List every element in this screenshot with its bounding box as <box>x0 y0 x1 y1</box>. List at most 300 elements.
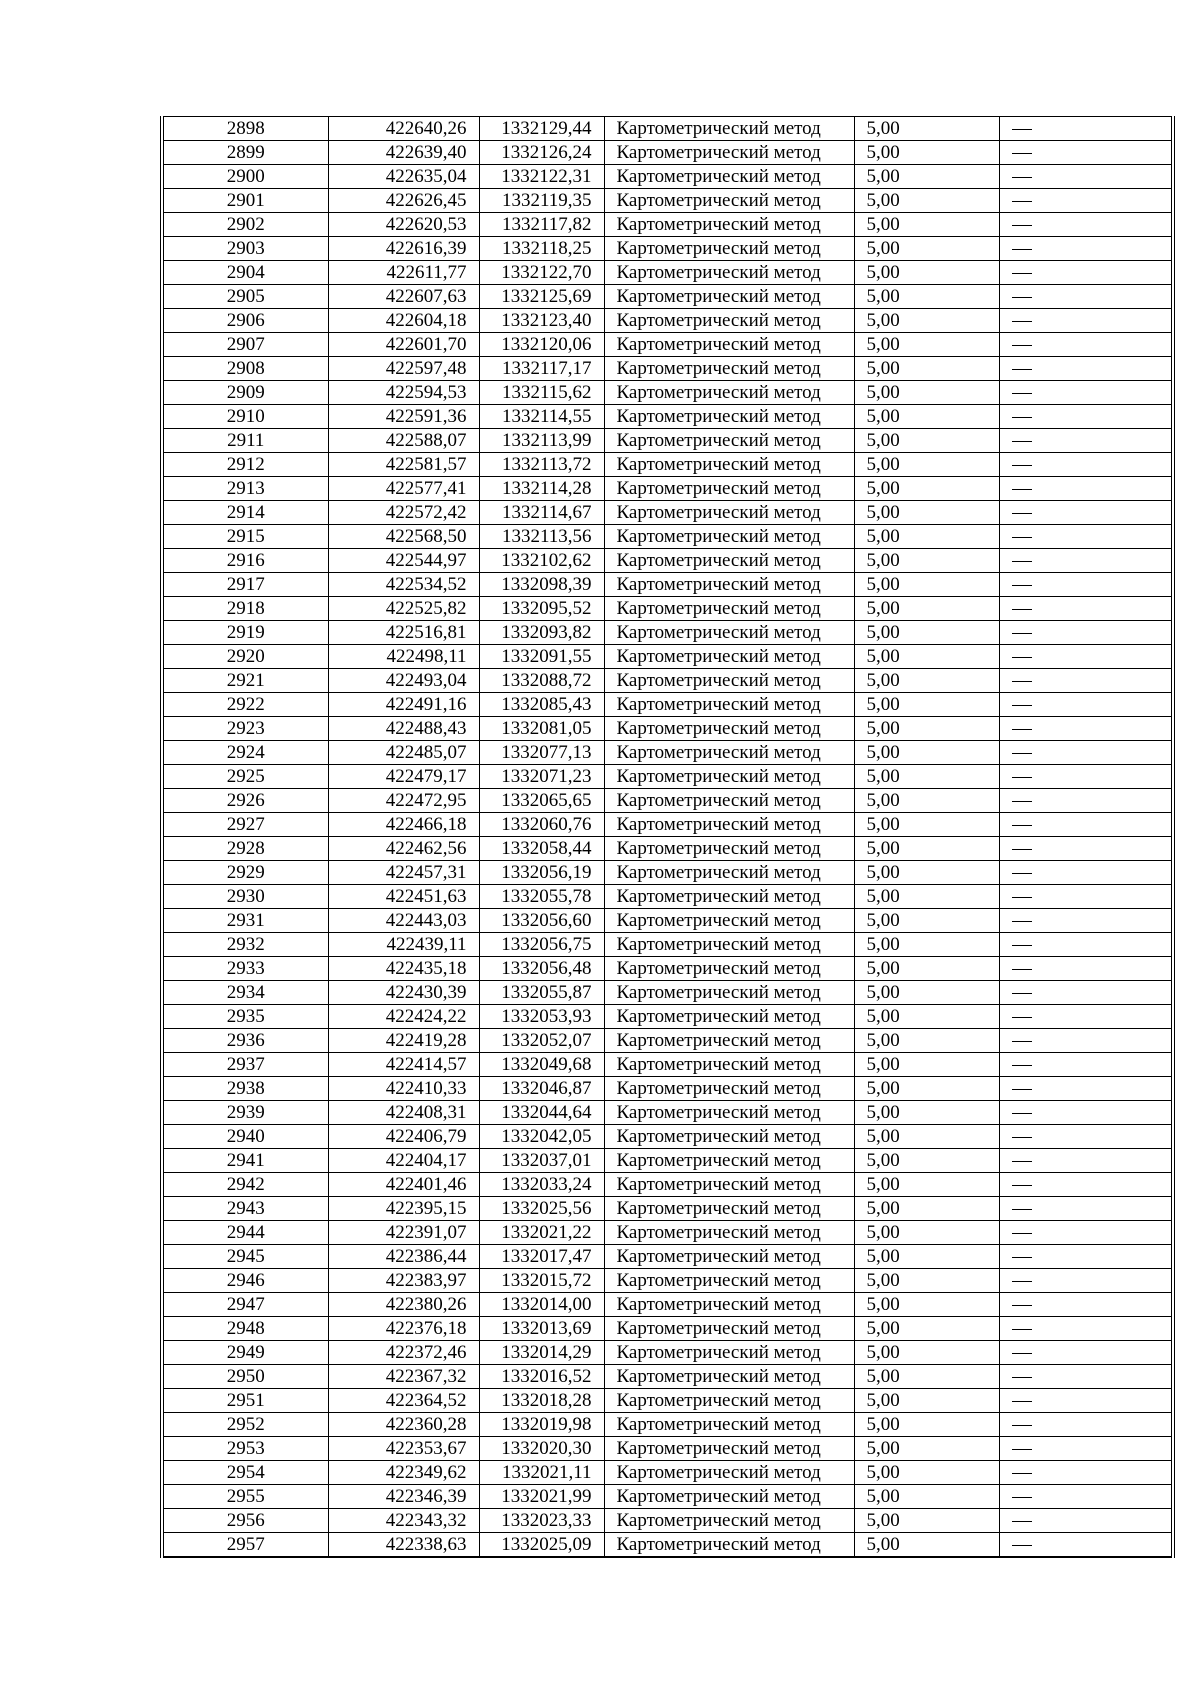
point-number-cell: 2925 <box>162 765 328 789</box>
table-row <box>162 1533 1173 1558</box>
description-cell <box>999 141 1173 165</box>
description-cell <box>999 885 1173 909</box>
description-cell <box>999 501 1173 525</box>
description-cell <box>999 429 1173 453</box>
accuracy-cell: 5,00 <box>854 1125 999 1149</box>
accuracy-cell: 5,00 <box>854 165 999 189</box>
method-cell: Картометрический метод <box>604 1125 854 1149</box>
x-coordinate-cell: 422383,97 <box>328 1269 479 1293</box>
x-coordinate-cell: 422472,95 <box>328 789 479 813</box>
table-row <box>162 597 1173 621</box>
x-coordinate-cell: 422577,41 <box>328 477 479 501</box>
x-coordinate-cell: 422404,17 <box>328 1149 479 1173</box>
x-coordinate-cell: 422443,03 <box>328 909 479 933</box>
method-cell: Картометрический метод <box>604 213 854 237</box>
point-number-cell: 2929 <box>162 861 328 885</box>
x-coordinate-cell: 422410,33 <box>328 1077 479 1101</box>
description-cell <box>999 1029 1173 1053</box>
method-cell: Картометрический метод <box>604 261 854 285</box>
y-coordinate-cell: 1332016,52 <box>479 1365 604 1389</box>
y-coordinate-cell: 1332091,55 <box>479 645 604 669</box>
accuracy-cell: 5,00 <box>854 1245 999 1269</box>
point-number-cell: 2957 <box>162 1533 328 1558</box>
dash-mark <box>1012 1185 1032 1186</box>
table-row <box>162 693 1173 717</box>
point-number-cell: 2902 <box>162 213 328 237</box>
y-coordinate-cell: 1332017,47 <box>479 1245 604 1269</box>
point-number-cell: 2917 <box>162 573 328 597</box>
y-coordinate-cell: 1332025,56 <box>479 1197 604 1221</box>
method-cell: Картометрический метод <box>604 981 854 1005</box>
y-coordinate-cell: 1332115,62 <box>479 381 604 405</box>
dash-mark <box>1012 897 1032 898</box>
description-cell <box>999 765 1173 789</box>
table-row <box>162 909 1173 933</box>
accuracy-cell: 5,00 <box>854 357 999 381</box>
y-coordinate-cell: 1332077,13 <box>479 741 604 765</box>
point-number-cell: 2928 <box>162 837 328 861</box>
method-cell: Картометрический метод <box>604 837 854 861</box>
table-row <box>162 333 1173 357</box>
point-number-cell: 2911 <box>162 429 328 453</box>
x-coordinate-cell: 422544,97 <box>328 549 479 573</box>
x-coordinate-cell: 422338,63 <box>328 1533 479 1558</box>
accuracy-cell: 5,00 <box>854 957 999 981</box>
x-coordinate-cell: 422372,46 <box>328 1341 479 1365</box>
accuracy-cell: 5,00 <box>854 1077 999 1101</box>
point-number-cell: 2939 <box>162 1101 328 1125</box>
y-coordinate-cell: 1332056,19 <box>479 861 604 885</box>
y-coordinate-cell: 1332020,30 <box>479 1437 604 1461</box>
description-cell <box>999 333 1173 357</box>
accuracy-cell: 5,00 <box>854 117 999 141</box>
point-number-cell: 2920 <box>162 645 328 669</box>
accuracy-cell: 5,00 <box>854 1269 999 1293</box>
accuracy-cell: 5,00 <box>854 141 999 165</box>
accuracy-cell: 5,00 <box>854 1437 999 1461</box>
description-cell <box>999 933 1173 957</box>
point-number-cell: 2933 <box>162 957 328 981</box>
dash-mark <box>1012 1497 1032 1498</box>
point-number-cell: 2945 <box>162 1245 328 1269</box>
y-coordinate-cell: 1332037,01 <box>479 1149 604 1173</box>
y-coordinate-cell: 1332093,82 <box>479 621 604 645</box>
method-cell: Картометрический метод <box>604 525 854 549</box>
accuracy-cell: 5,00 <box>854 1509 999 1533</box>
y-coordinate-cell: 1332088,72 <box>479 669 604 693</box>
table-row <box>162 1293 1173 1317</box>
point-number-cell: 2931 <box>162 909 328 933</box>
description-cell <box>999 837 1173 861</box>
point-number-cell: 2936 <box>162 1029 328 1053</box>
description-cell <box>999 357 1173 381</box>
method-cell: Картометрический метод <box>604 1173 854 1197</box>
table-row <box>162 1365 1173 1389</box>
y-coordinate-cell: 1332056,60 <box>479 909 604 933</box>
accuracy-cell: 5,00 <box>854 549 999 573</box>
table-row <box>162 261 1173 285</box>
x-coordinate-cell: 422591,36 <box>328 405 479 429</box>
y-coordinate-cell: 1332053,93 <box>479 1005 604 1029</box>
table-row <box>162 477 1173 501</box>
accuracy-cell: 5,00 <box>854 1389 999 1413</box>
method-cell: Картометрический метод <box>604 1029 854 1053</box>
description-cell <box>999 1173 1173 1197</box>
y-coordinate-cell: 1332013,69 <box>479 1317 604 1341</box>
method-cell: Картометрический метод <box>604 1317 854 1341</box>
y-coordinate-cell: 1332055,87 <box>479 981 604 1005</box>
dash-mark <box>1012 849 1032 850</box>
method-cell: Картометрический метод <box>604 1533 854 1558</box>
accuracy-cell: 5,00 <box>854 333 999 357</box>
dash-mark <box>1012 489 1032 490</box>
point-number-cell: 2950 <box>162 1365 328 1389</box>
method-cell: Картометрический метод <box>604 1197 854 1221</box>
description-cell <box>999 1077 1173 1101</box>
method-cell: Картометрический метод <box>604 597 854 621</box>
table-row <box>162 405 1173 429</box>
accuracy-cell: 5,00 <box>854 1293 999 1317</box>
point-number-cell: 2941 <box>162 1149 328 1173</box>
point-number-cell: 2924 <box>162 741 328 765</box>
table-row <box>162 1269 1173 1293</box>
dash-mark <box>1012 393 1032 394</box>
description-cell <box>999 813 1173 837</box>
y-coordinate-cell: 1332021,11 <box>479 1461 604 1485</box>
x-coordinate-cell: 422616,39 <box>328 237 479 261</box>
method-cell: Картометрический метод <box>604 1101 854 1125</box>
point-number-cell: 2922 <box>162 693 328 717</box>
dash-mark <box>1012 1257 1032 1258</box>
table-row <box>162 141 1173 165</box>
method-cell: Картометрический метод <box>604 1077 854 1101</box>
description-cell <box>999 1245 1173 1269</box>
description-cell <box>999 525 1173 549</box>
y-coordinate-cell: 1332014,00 <box>479 1293 604 1317</box>
dash-mark <box>1012 1353 1032 1354</box>
method-cell: Картометрический метод <box>604 789 854 813</box>
method-cell: Картометрический метод <box>604 621 854 645</box>
point-number-cell: 2918 <box>162 597 328 621</box>
accuracy-cell: 5,00 <box>854 789 999 813</box>
y-coordinate-cell: 1332122,31 <box>479 165 604 189</box>
method-cell: Картометрический метод <box>604 1149 854 1173</box>
coordinates-table-body <box>162 117 1173 1558</box>
table-row <box>162 933 1173 957</box>
dash-mark <box>1012 633 1032 634</box>
method-cell: Картометрический метод <box>604 285 854 309</box>
dash-mark <box>1012 681 1032 682</box>
y-coordinate-cell: 1332095,52 <box>479 597 604 621</box>
y-coordinate-cell: 1332025,09 <box>479 1533 604 1558</box>
y-coordinate-cell: 1332015,72 <box>479 1269 604 1293</box>
method-cell: Картометрический метод <box>604 1269 854 1293</box>
accuracy-cell: 5,00 <box>854 621 999 645</box>
method-cell: Картометрический метод <box>604 501 854 525</box>
x-coordinate-cell: 422376,18 <box>328 1317 479 1341</box>
x-coordinate-cell: 422360,28 <box>328 1413 479 1437</box>
accuracy-cell: 5,00 <box>854 669 999 693</box>
point-number-cell: 2935 <box>162 1005 328 1029</box>
table-row <box>162 1509 1173 1533</box>
y-coordinate-cell: 1332129,44 <box>479 117 604 141</box>
point-number-cell: 2898 <box>162 117 328 141</box>
y-coordinate-cell: 1332060,76 <box>479 813 604 837</box>
description-cell <box>999 1485 1173 1509</box>
table-row <box>162 1437 1173 1461</box>
x-coordinate-cell: 422364,52 <box>328 1389 479 1413</box>
method-cell: Картометрический метод <box>604 1437 854 1461</box>
table-row <box>162 381 1173 405</box>
point-number-cell: 2934 <box>162 981 328 1005</box>
point-number-cell: 2916 <box>162 549 328 573</box>
table-row <box>162 837 1173 861</box>
accuracy-cell: 5,00 <box>854 861 999 885</box>
method-cell: Картометрический метод <box>604 477 854 501</box>
point-number-cell: 2919 <box>162 621 328 645</box>
dash-mark <box>1012 1377 1032 1378</box>
description-cell <box>999 405 1173 429</box>
method-cell: Картометрический метод <box>604 573 854 597</box>
dash-mark <box>1012 321 1032 322</box>
method-cell: Картометрический метод <box>604 1485 854 1509</box>
y-coordinate-cell: 1332085,43 <box>479 693 604 717</box>
dash-mark <box>1012 273 1032 274</box>
y-coordinate-cell: 1332113,56 <box>479 525 604 549</box>
accuracy-cell: 5,00 <box>854 1029 999 1053</box>
dash-mark <box>1012 825 1032 826</box>
description-cell <box>999 1125 1173 1149</box>
description-cell <box>999 1221 1173 1245</box>
description-cell <box>999 165 1173 189</box>
accuracy-cell: 5,00 <box>854 597 999 621</box>
description-cell <box>999 1293 1173 1317</box>
accuracy-cell: 5,00 <box>854 813 999 837</box>
method-cell: Картометрический метод <box>604 165 854 189</box>
dash-mark <box>1012 1041 1032 1042</box>
method-cell: Картометрический метод <box>604 1221 854 1245</box>
x-coordinate-cell: 422639,40 <box>328 141 479 165</box>
table-row <box>162 645 1173 669</box>
method-cell: Картометрический метод <box>604 813 854 837</box>
accuracy-cell: 5,00 <box>854 501 999 525</box>
x-coordinate-cell: 422485,07 <box>328 741 479 765</box>
point-number-cell: 2955 <box>162 1485 328 1509</box>
table-row <box>162 1413 1173 1437</box>
accuracy-cell: 5,00 <box>854 1341 999 1365</box>
table-row <box>162 1197 1173 1221</box>
description-cell <box>999 1053 1173 1077</box>
y-coordinate-cell: 1332081,05 <box>479 717 604 741</box>
x-coordinate-cell: 422516,81 <box>328 621 479 645</box>
description-cell <box>999 1005 1173 1029</box>
y-coordinate-cell: 1332125,69 <box>479 285 604 309</box>
method-cell: Картометрический метод <box>604 309 854 333</box>
x-coordinate-cell: 422435,18 <box>328 957 479 981</box>
accuracy-cell: 5,00 <box>854 1365 999 1389</box>
method-cell: Картометрический метод <box>604 117 854 141</box>
y-coordinate-cell: 1332126,24 <box>479 141 604 165</box>
point-number-cell: 2949 <box>162 1341 328 1365</box>
method-cell: Картометрический метод <box>604 357 854 381</box>
y-coordinate-cell: 1332071,23 <box>479 765 604 789</box>
description-cell <box>999 717 1173 741</box>
accuracy-cell: 5,00 <box>854 1173 999 1197</box>
x-coordinate-cell: 422439,11 <box>328 933 479 957</box>
x-coordinate-cell: 422346,39 <box>328 1485 479 1509</box>
x-coordinate-cell: 422466,18 <box>328 813 479 837</box>
table-row <box>162 1029 1173 1053</box>
dash-mark <box>1012 537 1032 538</box>
point-number-cell: 2943 <box>162 1197 328 1221</box>
point-number-cell: 2932 <box>162 933 328 957</box>
y-coordinate-cell: 1332021,22 <box>479 1221 604 1245</box>
description-cell <box>999 573 1173 597</box>
table-row <box>162 165 1173 189</box>
accuracy-cell: 5,00 <box>854 1149 999 1173</box>
point-number-cell: 2937 <box>162 1053 328 1077</box>
y-coordinate-cell: 1332023,33 <box>479 1509 604 1533</box>
table-row <box>162 309 1173 333</box>
point-number-cell: 2952 <box>162 1413 328 1437</box>
accuracy-cell: 5,00 <box>854 933 999 957</box>
accuracy-cell: 5,00 <box>854 477 999 501</box>
point-number-cell: 2921 <box>162 669 328 693</box>
x-coordinate-cell: 422626,45 <box>328 189 479 213</box>
method-cell: Картометрический метод <box>604 405 854 429</box>
x-coordinate-cell: 422424,22 <box>328 1005 479 1029</box>
dash-mark <box>1012 1113 1032 1114</box>
y-coordinate-cell: 1332019,98 <box>479 1413 604 1437</box>
dash-mark <box>1012 585 1032 586</box>
dash-mark <box>1012 1017 1032 1018</box>
x-coordinate-cell: 422380,26 <box>328 1293 479 1317</box>
description-cell <box>999 957 1173 981</box>
x-coordinate-cell: 422401,46 <box>328 1173 479 1197</box>
dash-mark <box>1012 921 1032 922</box>
table-row <box>162 1389 1173 1413</box>
accuracy-cell: 5,00 <box>854 1485 999 1509</box>
point-number-cell: 2901 <box>162 189 328 213</box>
dash-mark <box>1012 177 1032 178</box>
x-coordinate-cell: 422491,16 <box>328 693 479 717</box>
x-coordinate-cell: 422488,43 <box>328 717 479 741</box>
method-cell: Картометрический метод <box>604 717 854 741</box>
accuracy-cell: 5,00 <box>854 213 999 237</box>
y-coordinate-cell: 1332102,62 <box>479 549 604 573</box>
dash-mark <box>1012 1521 1032 1522</box>
dash-mark <box>1012 225 1032 226</box>
point-number-cell: 2913 <box>162 477 328 501</box>
x-coordinate-cell: 422525,82 <box>328 597 479 621</box>
x-coordinate-cell: 422581,57 <box>328 453 479 477</box>
accuracy-cell: 5,00 <box>854 1005 999 1029</box>
dash-mark <box>1012 1425 1032 1426</box>
method-cell: Картометрический метод <box>604 693 854 717</box>
table-row <box>162 861 1173 885</box>
description-cell <box>999 909 1173 933</box>
table-row <box>162 1101 1173 1125</box>
point-number-cell: 2942 <box>162 1173 328 1197</box>
table-row <box>162 957 1173 981</box>
x-coordinate-cell: 422349,62 <box>328 1461 479 1485</box>
y-coordinate-cell: 1332021,99 <box>479 1485 604 1509</box>
accuracy-cell: 5,00 <box>854 765 999 789</box>
accuracy-cell: 5,00 <box>854 189 999 213</box>
method-cell: Картометрический метод <box>604 381 854 405</box>
method-cell: Картометрический метод <box>604 933 854 957</box>
x-coordinate-cell: 422367,32 <box>328 1365 479 1389</box>
method-cell: Картометрический метод <box>604 333 854 357</box>
x-coordinate-cell: 422462,56 <box>328 837 479 861</box>
point-number-cell: 2905 <box>162 285 328 309</box>
x-coordinate-cell: 422498,11 <box>328 645 479 669</box>
x-coordinate-cell: 422406,79 <box>328 1125 479 1149</box>
table-row <box>162 357 1173 381</box>
table-row <box>162 237 1173 261</box>
x-coordinate-cell: 422451,63 <box>328 885 479 909</box>
method-cell: Картометрический метод <box>604 453 854 477</box>
dash-mark <box>1012 1161 1032 1162</box>
description-cell <box>999 645 1173 669</box>
point-number-cell: 2953 <box>162 1437 328 1461</box>
point-number-cell: 2940 <box>162 1125 328 1149</box>
y-coordinate-cell: 1332117,17 <box>479 357 604 381</box>
description-cell <box>999 861 1173 885</box>
y-coordinate-cell: 1332113,72 <box>479 453 604 477</box>
description-cell <box>999 1389 1173 1413</box>
dash-mark <box>1012 201 1032 202</box>
method-cell: Картометрический метод <box>604 1389 854 1413</box>
dash-mark <box>1012 945 1032 946</box>
dash-mark <box>1012 1089 1032 1090</box>
table-row <box>162 981 1173 1005</box>
description-cell <box>999 117 1173 141</box>
x-coordinate-cell: 422408,31 <box>328 1101 479 1125</box>
point-number-cell: 2908 <box>162 357 328 381</box>
table-row <box>162 429 1173 453</box>
y-coordinate-cell: 1332065,65 <box>479 789 604 813</box>
method-cell: Картометрический метод <box>604 141 854 165</box>
dash-mark <box>1012 1305 1032 1306</box>
method-cell: Картометрический метод <box>604 909 854 933</box>
table-row <box>162 717 1173 741</box>
dash-mark <box>1012 153 1032 154</box>
method-cell: Картометрический метод <box>604 1053 854 1077</box>
dash-mark <box>1012 1473 1032 1474</box>
method-cell: Картометрический метод <box>604 237 854 261</box>
accuracy-cell: 5,00 <box>854 693 999 717</box>
description-cell <box>999 237 1173 261</box>
point-number-cell: 2909 <box>162 381 328 405</box>
accuracy-cell: 5,00 <box>854 1221 999 1245</box>
y-coordinate-cell: 1332018,28 <box>479 1389 604 1413</box>
table-row <box>162 621 1173 645</box>
x-coordinate-cell: 422479,17 <box>328 765 479 789</box>
method-cell: Картометрический метод <box>604 885 854 909</box>
dash-mark <box>1012 609 1032 610</box>
dash-mark <box>1012 753 1032 754</box>
x-coordinate-cell: 422534,52 <box>328 573 479 597</box>
description-cell <box>999 213 1173 237</box>
description-cell <box>999 981 1173 1005</box>
accuracy-cell: 5,00 <box>854 405 999 429</box>
table-row <box>162 1077 1173 1101</box>
dash-mark <box>1012 1545 1032 1546</box>
y-coordinate-cell: 1332122,70 <box>479 261 604 285</box>
dash-mark <box>1012 1449 1032 1450</box>
table-row <box>162 525 1173 549</box>
